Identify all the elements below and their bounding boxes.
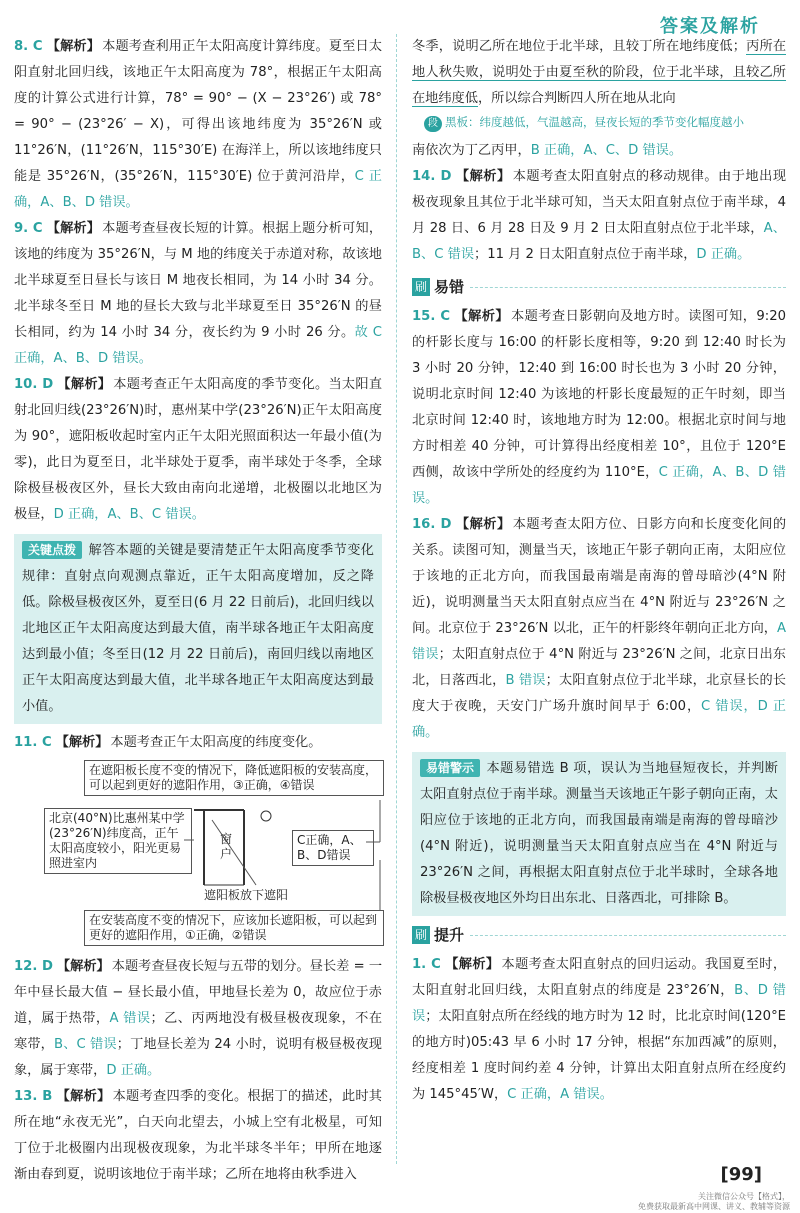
question-13 bbox=[14, 1084, 382, 1188]
footer-note bbox=[638, 1192, 790, 1212]
analysis-text: 本题考查正午太阳高度的纬度变化。 bbox=[110, 735, 322, 750]
underlined-text: 丙所在地人秋失败，说明处于由夏至秋的阶段，位于北半球，且较乙所在地纬度低 bbox=[412, 39, 787, 106]
section-header-improve bbox=[412, 922, 786, 948]
analysis-label: 【解析】 bbox=[454, 309, 510, 324]
page-number: [99] bbox=[720, 1164, 762, 1185]
analysis-text: ；11 月 2 日太阳直射点位于南半球， bbox=[474, 247, 697, 262]
key-tip-tag: 关键点拨 bbox=[22, 541, 82, 559]
section-divider bbox=[470, 935, 786, 936]
answer-text: A 错误 bbox=[412, 621, 786, 662]
analysis-text: 本题考查太阳方位、日影方向和长度变化间的关系。读图可知，测量当天，该地正午影子朝向正南，太阳应位于该地的正北方向，而我国最南端是南海的曾母暗沙(4°N 附近)，说明测量当天太阳直射点应当在 4°N 附近与 23°26′N 之间。北京位于 23°26′N 以北，正午的杆影终年朝向正北方向， bbox=[412, 517, 787, 636]
question-11 bbox=[14, 730, 382, 756]
answer-text: B、D 错误 bbox=[412, 983, 786, 1024]
key-tip-text: 解答本题的关键是要清楚正午太阳高度季节变化规律：直射点向观测点靠近，正午太阳高度增加，反之降低。除极昼极夜区外，夏至日(6 月 22 日前后)，北回归线以北地区正午太阳高度达到最大值，南半球各地正午太阳高度达到最小值；冬至日(12 月 22 日前后)，南回归线以南地区正午太阳高度达到最大值，北半球各地正午太阳高度达到最小值。 bbox=[22, 543, 374, 714]
answer-text: C 错误，D 正确。 bbox=[412, 699, 786, 740]
mistake-warning-box bbox=[412, 752, 786, 916]
analysis-label: 【解析】 bbox=[56, 1089, 111, 1104]
footer-line: 关注微信公众号【格式】， bbox=[698, 1192, 790, 1201]
question-8 bbox=[14, 34, 382, 216]
analysis-label: 【解析】 bbox=[57, 377, 112, 392]
analysis-label: 【解析】 bbox=[46, 221, 101, 236]
diagram-right-box: C正确，A、B、D错误 bbox=[292, 830, 374, 866]
mistake-warning-text: 本题易错选 B 项，误认为当地昼短夜长，并判断太阳直射点位于南半球。测量当天该地正午影子朝向正南，太阳应位于该地的正北方向，而我国最南端是南海的曾母暗沙(4°N 附近)，说明测量当天太阳直射点应当在 4°N 附近与 23°26′N 之间，再根据太阳直射点位于北半球时，全球各地除极昼极夜地区外均日出东北、日落西北，可排除 B。 bbox=[420, 761, 778, 906]
question-number: 12. D bbox=[14, 959, 53, 974]
analysis-text: ；乙、丙两地没有极昼极夜现象，不在寒带， bbox=[14, 1011, 383, 1052]
question-12 bbox=[14, 954, 382, 1084]
analysis-text: 本题考查四季的变化。根据丁的描述，此时其所在地“永夜无光”，白天向北望去，小城上空有北极星，可知丁位于北极圈内出现极夜现象，为北半球冬半年；甲所在地逐渐由春到夏，说明该地位于南半球；乙所在地将由秋季进入 bbox=[14, 1089, 382, 1182]
blackboard-note-text: 黑板：纬度越低，气温越高，昼夜长短的季节变化幅度越小 bbox=[445, 115, 744, 129]
question-number: 14. D bbox=[412, 169, 452, 184]
question-number: 15. C bbox=[412, 309, 451, 324]
answer-text: D 正确。 bbox=[106, 1063, 161, 1078]
question-number: 1. C bbox=[412, 957, 441, 972]
analysis-label: 【解析】 bbox=[455, 517, 511, 532]
section-header-easy-mistake bbox=[412, 274, 786, 300]
diagram-bottom-box: 在安装高度不变的情况下，应该加长遮阳板，可以起到更好的遮阳作用，①正确，②错误 bbox=[84, 910, 384, 946]
answer-text: A、B、C 错误 bbox=[412, 221, 786, 262]
analysis-label: 【解析】 bbox=[444, 957, 500, 972]
answer-text: D 正确，A、B、C 错误。 bbox=[53, 507, 205, 522]
question-16 bbox=[412, 512, 786, 746]
answer-text: B、C 错误 bbox=[54, 1037, 117, 1052]
footer-line: 免费获取最新高中网课、讲义、教辅等资源 bbox=[638, 1202, 790, 1211]
analysis-text: 冬季，说明乙所在地位于北半球，且较丁所在地纬度低； bbox=[412, 39, 746, 54]
mistake-warning-tag: 易错警示 bbox=[420, 759, 480, 777]
answer-text: B 错误 bbox=[505, 673, 546, 688]
analysis-text: 本题考查利用正午太阳高度计算纬度。夏至日太阳直射北回归线，该地正午太阳高度为 78°，根据正午太阳高度的计算公式进行计算，78° = 90° − (X − 23°26′) 或 78° = 90° − (23°26′ − X)，可得出该地纬度为 35°26′N 或 11°26′N，(11°26′N，115°30′E) 在海洋上，所以该地纬度只能是 35°26′N，(35°26′N，115°30′E) 位于黄河沿岸， bbox=[14, 39, 383, 184]
analysis-label: 【解析】 bbox=[455, 169, 511, 184]
analysis-label: 【解析】 bbox=[46, 39, 101, 54]
question-number: 13. B bbox=[14, 1089, 53, 1104]
shade-diagram bbox=[44, 760, 404, 948]
column-divider bbox=[396, 34, 397, 1164]
analysis-label: 【解析】 bbox=[55, 735, 109, 750]
question-13-continued bbox=[412, 34, 786, 112]
analysis-text: 本题考查正午太阳高度的季节变化。当太阳直射北回归线(23°26′N)时，惠州某中学(23°26′N)正午太阳高度为 90°，遮阳板收起时室内正午太阳光照面积达一年最小值(为零)，此日为夏至日，北半球处于夏季，南半球处于冬季，全球除极昼极夜区外，昼长大致由南向北递增，北极圈以北地区为极昼， bbox=[14, 377, 383, 522]
question-13-end bbox=[412, 138, 786, 164]
analysis-text: 本题考查昼夜长短与五带的划分。昼长差 = 一年中昼长最大值 − 昼长最小值，甲地昼长差为 0，故应位于赤道，属于热带， bbox=[14, 959, 383, 1026]
shade-label: 遮阳板放下遮阳 bbox=[204, 888, 289, 902]
section-title: 易错 bbox=[434, 278, 465, 296]
question-number: 9. C bbox=[14, 221, 43, 236]
window-label: 窗户 bbox=[220, 832, 233, 861]
question-number: 8. C bbox=[14, 39, 43, 54]
section-icon: 刷 bbox=[412, 926, 430, 944]
question-1 bbox=[412, 952, 786, 1108]
answer-text: B 正确，A、C、D 错误。 bbox=[530, 143, 683, 158]
page-number-value: 99 bbox=[728, 1164, 754, 1185]
analysis-text: 本题考查昼夜长短的计算。根据上题分析可知，该地的纬度为 35°26′N，与 M 地的纬度关于赤道对称，故该地北半球夏至日昼长与该日 M 地夜长相同，为 14 小时 34 分。北半球冬至日 M 地的昼长大致与北半球夏至日 35°26′N 的昼长相同，约为 14 小时 34 分，夜长约为 9 小时 26 分。 bbox=[14, 221, 383, 340]
question-10 bbox=[14, 372, 382, 528]
diagram-top-box: 在遮阳板长度不变的情况下，降低遮阳板的安装高度，可以起到更好的遮阳作用，③正确，④错误 bbox=[84, 760, 384, 796]
question-number: 10. D bbox=[14, 377, 54, 392]
answer-text: C 正确，A 错误。 bbox=[507, 1087, 613, 1102]
header-title: 答案及解析 bbox=[660, 16, 760, 37]
analysis-text: ；太阳直射点位于北半球，北京昼长的长度大于夜晚，天安门广场升旗时间早于 6:00， bbox=[412, 673, 786, 714]
answer-text: 故 C 正确，A、B、D 错误。 bbox=[14, 325, 382, 366]
section-title: 提升 bbox=[434, 926, 465, 944]
left-column bbox=[14, 34, 382, 1188]
question-14 bbox=[412, 164, 786, 268]
analysis-text: ；丁地昼长差为 24 小时，说明有极昼极夜现象，属于寒带， bbox=[14, 1037, 382, 1078]
blackboard-note bbox=[424, 114, 786, 132]
section-icon: 刷 bbox=[412, 278, 430, 296]
blackboard-icon: 段 bbox=[424, 116, 442, 132]
analysis-text: 本题考查日影朝向及地方时。读图可知，9:20 的杆影长度与 16:00 的杆影长度相等，9:20 到 12:40 时长为 3 小时 20 分钟，12:40 到 16:00 时长也为 3 小时 20 分钟，说明北京时间 12:40 为该地的杆影长度最短的正午时刻，即当北京时间 12:40 时，该地地方时为 12:00。根据北京时间与地方时相差 40 分钟，可计算得出经度相差 10°，且位于 120°E 西侧，故该中学所处的经度约为 110°E， bbox=[412, 309, 786, 480]
analysis-text: ，所以综合判断四人所在地从北向 bbox=[477, 91, 676, 106]
analysis-label: 【解析】 bbox=[56, 959, 110, 974]
question-9 bbox=[14, 216, 382, 372]
analysis-text: 本题考查太阳直射点的回归运动。我国夏至时，太阳直射北回归线，太阳直射点的纬度是 23°26′N， bbox=[412, 957, 787, 998]
diagram-left-box: 北京(40°N)比惠州某中学(23°26′N)纬度高，正午太阳高度较小，阳光更易照进室内 bbox=[44, 808, 192, 874]
answer-text: C 正确，A、B、D 错误。 bbox=[412, 465, 786, 506]
analysis-text: ；太阳直射点位于 4°N 附近与 23°26′N 之间，北京日出东北，日落西北， bbox=[412, 647, 786, 688]
answer-text: C 正确，A、B、D 错误。 bbox=[14, 169, 382, 210]
key-tip-box bbox=[14, 534, 382, 724]
analysis-text: 本题考查太阳直射点的移动规律。由于地出现极夜现象且其位于北半球可知，当天太阳直射点位于南半球，4 月 28 日、6 月 28 日及 9 月 2 日太阳直射点位于北半球， bbox=[412, 169, 787, 236]
right-column bbox=[412, 34, 786, 1108]
answer-text: A 错误 bbox=[109, 1011, 151, 1026]
question-number: 16. D bbox=[412, 517, 452, 532]
analysis-text: 南依次为丁乙丙甲， bbox=[412, 143, 531, 158]
section-divider bbox=[470, 287, 786, 288]
question-15 bbox=[412, 304, 786, 512]
question-number: 11. C bbox=[14, 735, 52, 750]
analysis-text: ；太阳直射点所在经线的地方时为 12 时，比北京时间(120°E 的地方时)05:43 早 6 小时 17 分钟，根据“东加西减”的原则，经度相差 1 度时间约差 4 分钟，计算出太阳直射点所在经度约为 145°45′W， bbox=[412, 1009, 787, 1102]
answer-text: D 正确。 bbox=[696, 247, 751, 262]
